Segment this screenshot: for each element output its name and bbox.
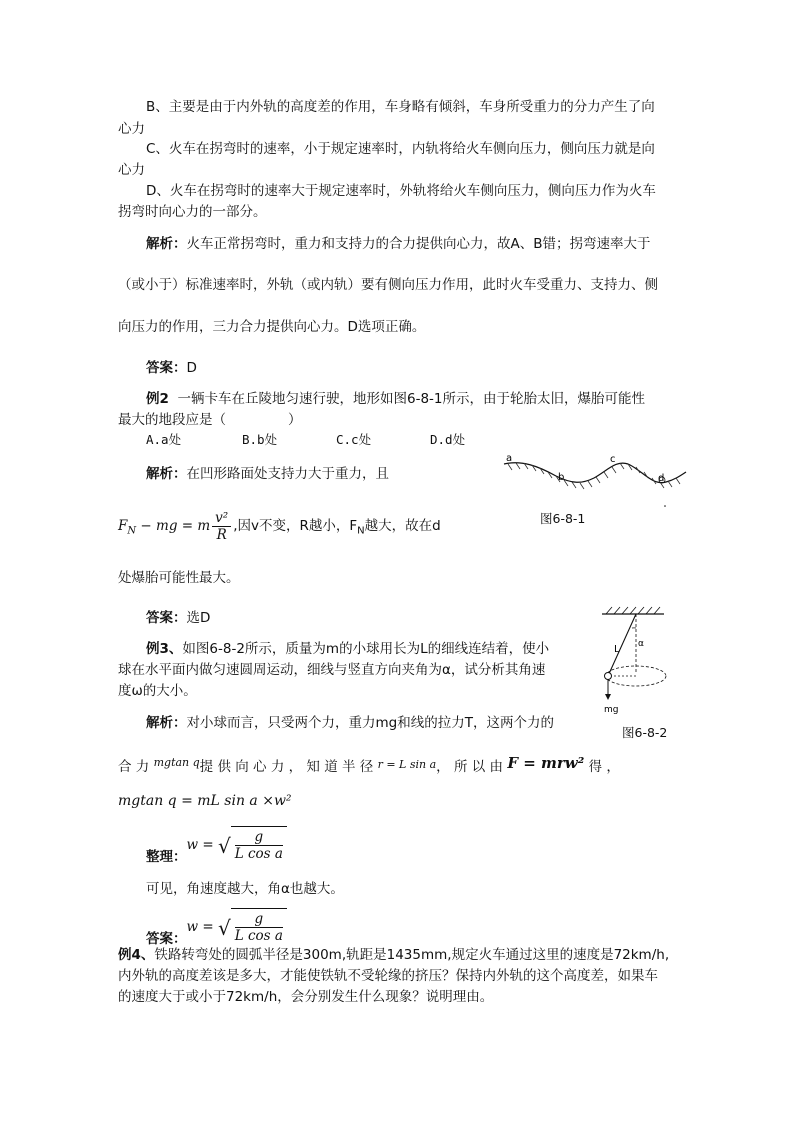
ex2-answer-blank[interactable] <box>226 423 288 424</box>
ex3-l2-formula-1: mgtan q <box>153 756 200 769</box>
option-c-line2: 心力 <box>118 162 145 178</box>
ex3-answer-num: g <box>235 911 283 928</box>
gravity-arrowhead <box>605 694 611 700</box>
ex2-option-a: A.a处 <box>146 432 182 447</box>
sqrt-sign-icon: √ <box>217 834 231 858</box>
ex2-question-line1 <box>146 389 645 409</box>
ex3-w-fraction <box>235 829 283 862</box>
ex3-w-num: g <box>235 829 283 846</box>
ex1-analysis-label: 解析： <box>146 236 187 252</box>
ex2-answer <box>146 608 210 628</box>
fig1-label-c: c <box>610 454 616 465</box>
ex2-formula-fraction <box>212 510 231 543</box>
ceiling-hatching <box>606 607 660 614</box>
ex3-arrange-line <box>146 826 287 875</box>
ex3-answer-sqrt <box>218 908 287 946</box>
ex2-analysis-line1 <box>146 464 389 484</box>
ex3-analysis-line1 <box>146 713 554 733</box>
option-b-line1: B、主要是由于内外轨的高度差的作用，车身略有倾斜，车身所受重力的分力产生了向 <box>146 99 655 115</box>
ex2-answer-label: 答案： <box>146 610 187 626</box>
ex4-question-text-1: 铁路转弯处的圆弧半径是300m,轨距是1435mm,规定火车通过这里的速度是72km/h, <box>154 947 670 963</box>
ex3-l2-d: 得 ， <box>588 759 620 775</box>
ex2-formula-num: v² <box>212 510 231 527</box>
ex2-analysis-text-1: 在凹形路面处支持力大于重力，且 <box>186 466 389 482</box>
ex3-analysis-label: 解析： <box>146 715 187 731</box>
ex2-formula-line <box>118 506 441 552</box>
ex1-analysis-line3: 向压力的作用，三力合力提供向心力。D选项正确。 <box>118 319 426 335</box>
ex2-option-d: D.d处 <box>430 432 466 447</box>
ex3-question-line1 <box>146 639 549 659</box>
ex3-answer-label: 答案： <box>146 931 187 947</box>
ex3-label: 例3、 <box>146 641 183 657</box>
ex2-option-c: C.c处 <box>336 432 372 447</box>
ex2-formula-tail-1: ,因v不变，R越小，F <box>233 518 358 534</box>
ex4-label: 例4、 <box>118 947 155 963</box>
ex2-question-close: ） <box>288 412 302 428</box>
ex1-analysis-text-1: 火车正常拐弯时，重力和支持力的合力提供向心力，故A、B错；拐弯速率大于 <box>186 236 651 252</box>
figure-6-8-2 <box>592 606 682 720</box>
fig1-label-b: b <box>558 472 565 483</box>
ex3-sqrt <box>218 826 287 864</box>
ex3-l2-formula-3: F = mrw² <box>507 754 585 772</box>
fig1-caption: 图6-8-1 <box>540 511 586 526</box>
ex2-label: 例2 <box>146 391 169 407</box>
ex2-formula-sub: N <box>127 525 137 537</box>
ex3-w-den: L cos a <box>234 845 283 862</box>
ball <box>605 673 612 680</box>
ex2-formula-tail-sub: N <box>357 525 365 537</box>
option-d-line1: D、火车在拐弯时的速率大于规定速率时，外轨将给火车侧向压力，侧向压力作为火车 <box>146 183 656 199</box>
ex1-analysis-line1 <box>146 234 651 254</box>
terrain-hatching <box>508 463 680 489</box>
option-d-line2: 拐弯时向心力的一部分。 <box>118 204 267 220</box>
ex4-question-line3: 的速度大于或小于72km/h，会分别发生什么现象？说明理由。 <box>118 989 494 1005</box>
fig1-label-a: a <box>506 453 513 464</box>
figure-6-8-1 <box>498 450 688 510</box>
fig2-label-mg: mg <box>604 705 619 715</box>
ex3-analysis-text-1: 对小球而言，只受两个力，重力mg和线的拉力T，这两个力的 <box>186 715 554 731</box>
ex3-l2-a: 合 力 <box>118 759 150 775</box>
ex1-answer-label: 答案： <box>146 360 187 376</box>
fig2-label-L: L <box>614 644 620 655</box>
ex2-formula-tail-2: 越大，故在d <box>364 518 441 534</box>
ex3-l2-b: 提 供 向 心 力 ， 知 道 半 径 <box>199 759 374 775</box>
ex3-question-text-1: 如图6-8-2所示，质量为m的小球用长为L的细线连结着，使小 <box>182 641 550 657</box>
ex1-analysis-line2: （或小于）标准速率时，外轨（或内轨）要有侧向压力作用，此时火车受重力、支持力、侧 <box>118 277 658 293</box>
sqrt-sign-icon: √ <box>217 916 231 940</box>
fig2-label-alpha: α <box>638 639 644 649</box>
ex3-question-line3: 度ω的大小。 <box>118 683 197 699</box>
ex2-question-text-2: 最大的地段应是（ <box>118 412 226 428</box>
fig2-caption: 图6-8-2 <box>622 725 668 740</box>
ex3-answer-den: L cos a <box>234 927 283 944</box>
ex4-question-line1 <box>118 945 669 965</box>
ex3-analysis-line2 <box>118 753 620 777</box>
ex3-l2-formula-2: r = L sin a <box>377 758 437 771</box>
ex3-conclusion: 可见，角速度越大，角α也越大。 <box>146 881 344 897</box>
fig1-dot <box>664 505 666 507</box>
ex1-answer-value: D <box>186 360 197 376</box>
ex4-question-line2: 内外轨的高度差该是多大，才能使铁轨不受轮缘的挤压？保持内外轨的这个高度差，如果车 <box>118 968 658 984</box>
ex2-analysis-line3: 处爆胎可能性最大。 <box>118 570 240 586</box>
ex2-answer-value: 选D <box>186 610 211 626</box>
ex3-w-lhs: w = <box>186 837 214 853</box>
ex2-question-text-1: 一辆卡车在丘陵地匀速行驶，地形如图6-8-1所示，由于轮胎太旧，爆胎可能性 <box>177 391 646 407</box>
option-c-line1: C、火车在拐弯时的速率，小于规定速率时，内轨将给火车侧向压力，侧向压力就是向 <box>146 141 655 157</box>
ex3-arrange-label: 整理： <box>146 849 187 865</box>
ex2-question-line2 <box>118 410 302 430</box>
ex3-answer-fraction <box>235 911 283 944</box>
option-b-line2: 心力 <box>118 121 145 137</box>
fig1-label-d: d <box>658 473 665 484</box>
ex1-answer <box>146 358 197 378</box>
string-line <box>608 614 636 676</box>
ex2-formula-den: R <box>216 526 227 543</box>
ex2-analysis-label: 解析： <box>146 466 187 482</box>
ex3-l2-c: ， 所 以 由 <box>436 759 504 775</box>
ex2-option-b: B.b处 <box>242 432 278 447</box>
ex2-formula-mid: − mg = m <box>136 518 211 534</box>
ex3-equation: mgtan q = mL sin a ×w² <box>118 793 292 809</box>
ex3-answer-lhs: w = <box>186 919 214 935</box>
ex2-formula-F: F <box>118 518 128 534</box>
ex3-question-line2: 球在水平面内做匀速圆周运动，细线与竖直方向夹角为α，试分析其角速 <box>118 662 546 678</box>
